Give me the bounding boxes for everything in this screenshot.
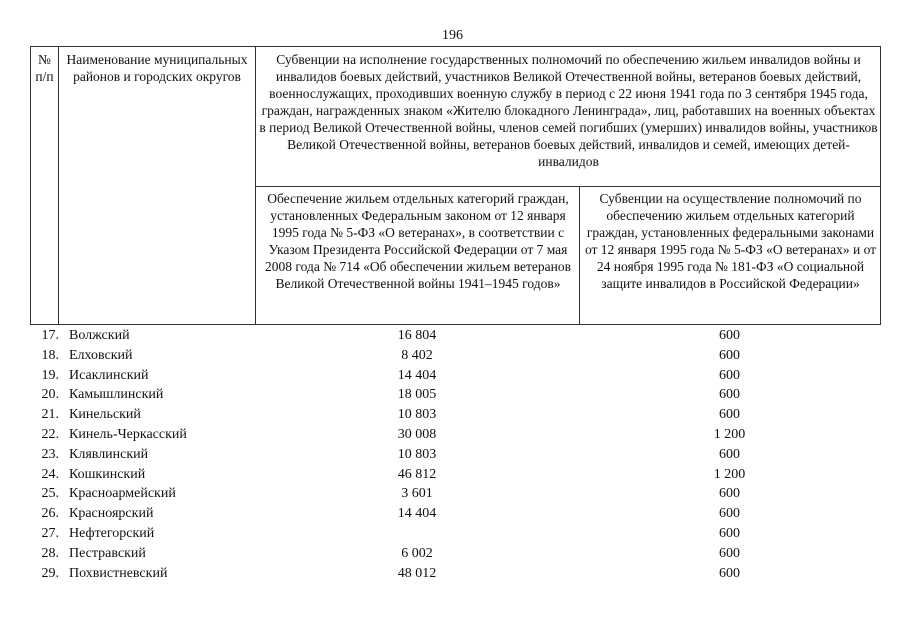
row-housing-value: 10 803	[397, 446, 437, 462]
row-housing-value: 14 404	[397, 367, 437, 383]
row-district-name: Волжский	[69, 328, 130, 343]
row-subvention-value: 600	[719, 486, 740, 502]
row-number: 17.	[41, 328, 59, 343]
table-row	[30, 425, 881, 445]
table-row	[30, 524, 881, 544]
row-housing-value: 8 402	[401, 347, 433, 363]
header-col-name: Наименование муниципальных районов и городских округов	[66, 52, 248, 84]
row-subvention-value: 600	[719, 407, 740, 423]
table-row	[30, 366, 881, 386]
row-subvention-value: 600	[719, 367, 740, 383]
row-district-name: Камышлинский	[69, 387, 164, 403]
row-number: 23.	[41, 446, 59, 462]
row-subvention-value: 600	[719, 387, 740, 403]
table-row	[30, 405, 881, 425]
row-district-name: Елховский	[69, 347, 133, 363]
row-district-name: Кинельский	[69, 407, 141, 423]
row-number: 22.	[41, 426, 59, 442]
row-number: 19.	[41, 367, 59, 383]
row-subvention-value: 600	[719, 525, 740, 541]
table-row	[30, 544, 881, 564]
table-row	[30, 346, 881, 366]
row-number: 24.	[41, 466, 59, 482]
table-row	[30, 564, 881, 584]
table-body	[30, 326, 881, 583]
row-housing-value: 10 803	[397, 407, 437, 423]
table-header	[30, 46, 881, 325]
row-district-name: Кошкинский	[69, 466, 146, 482]
header-divider	[58, 47, 59, 324]
row-subvention-value: 1 200	[713, 466, 746, 482]
row-district-name: Красноармейский	[69, 486, 176, 502]
table-row	[30, 484, 881, 504]
row-subvention-value: 600	[719, 328, 740, 343]
row-subvention-value: 600	[719, 565, 740, 581]
row-number: 26.	[41, 506, 59, 522]
row-number: 18.	[41, 347, 59, 363]
row-district-name: Похвистневский	[69, 565, 168, 581]
row-housing-value: 30 008	[397, 426, 437, 442]
header-col-housing: Обеспечение жильем отдельных категорий граждан, установленных Федеральным законом от 12 января 1995 года № 5-ФЗ «О ветеранах», в соответствии с Указом Президента Российской Федерации от 7 мая 2008 года № 714 «Об обеспечении жильем ветеранов Великой Отечественной войны 1941–1945 годов»	[265, 191, 571, 291]
row-housing-value: 18 005	[397, 387, 437, 403]
row-number: 20.	[41, 387, 59, 403]
row-subvention-value: 600	[719, 446, 740, 462]
row-subvention-value: 600	[719, 545, 740, 561]
table-row	[30, 385, 881, 405]
row-subvention-value: 600	[719, 506, 740, 522]
row-housing-value: 6 002	[401, 545, 433, 561]
table-row	[30, 504, 881, 524]
row-number: 21.	[41, 407, 59, 423]
row-number: 28.	[41, 545, 59, 561]
row-number: 27.	[41, 525, 59, 541]
row-number: 29.	[41, 565, 59, 581]
row-subvention-value: 1 200	[713, 426, 746, 442]
page-number: 196	[442, 28, 463, 43]
header-col-number: № п/п	[35, 52, 54, 84]
row-housing-value: 14 404	[397, 506, 437, 522]
row-district-name: Нефтегорский	[69, 525, 155, 541]
header-divider	[255, 186, 880, 187]
row-district-name: Пестравский	[69, 545, 146, 561]
row-district-name: Кинель-Черкасский	[69, 426, 187, 442]
row-district-name: Клявлинский	[69, 446, 149, 462]
header-col-main: Субвенции на исполнение государственных полномочий по обеспечению жильем инвалидов войны и инвалидов боевых действий, участников Великой Отечественной войны, ветеранов боевых действий, военнослужащих, проходивших военную службу в период с 22 июня 1941 года по 3 сентября 1945 года, граждан, награжденных знаком «Жителю блокадного Ленинграда», лиц, работавших на военных объектах в период Великой Отечественной войны, членов семей погибших (умерших) инвалидов войны, участников Великой Отечественной войны, ветеранов боевых действий, инвалидов и семей, имеющих детей-инвалидов	[259, 52, 878, 169]
row-housing-value: 46 812	[397, 466, 437, 482]
row-housing-value: 16 804	[397, 328, 437, 343]
table-row	[30, 326, 881, 346]
header-col-subvention: Субвенции на осуществление полномочий по обеспечению жильем отдельных категорий граждан, установленных федеральными законами от 12 января 1995 года № 5-ФЗ «О ветеранах» и от 24 ноября 1995 года № 181-ФЗ «О социальной защите инвалидов в Российской Федерации»	[584, 191, 877, 291]
table-row	[30, 445, 881, 465]
row-district-name: Исаклинский	[69, 367, 149, 383]
row-number: 25.	[41, 486, 59, 502]
table-row	[30, 465, 881, 485]
header-divider	[579, 186, 580, 324]
row-subvention-value: 600	[719, 347, 740, 363]
row-district-name: Красноярский	[69, 506, 154, 522]
row-housing-value: 48 012	[397, 565, 437, 581]
row-housing-value: 3 601	[401, 486, 433, 502]
